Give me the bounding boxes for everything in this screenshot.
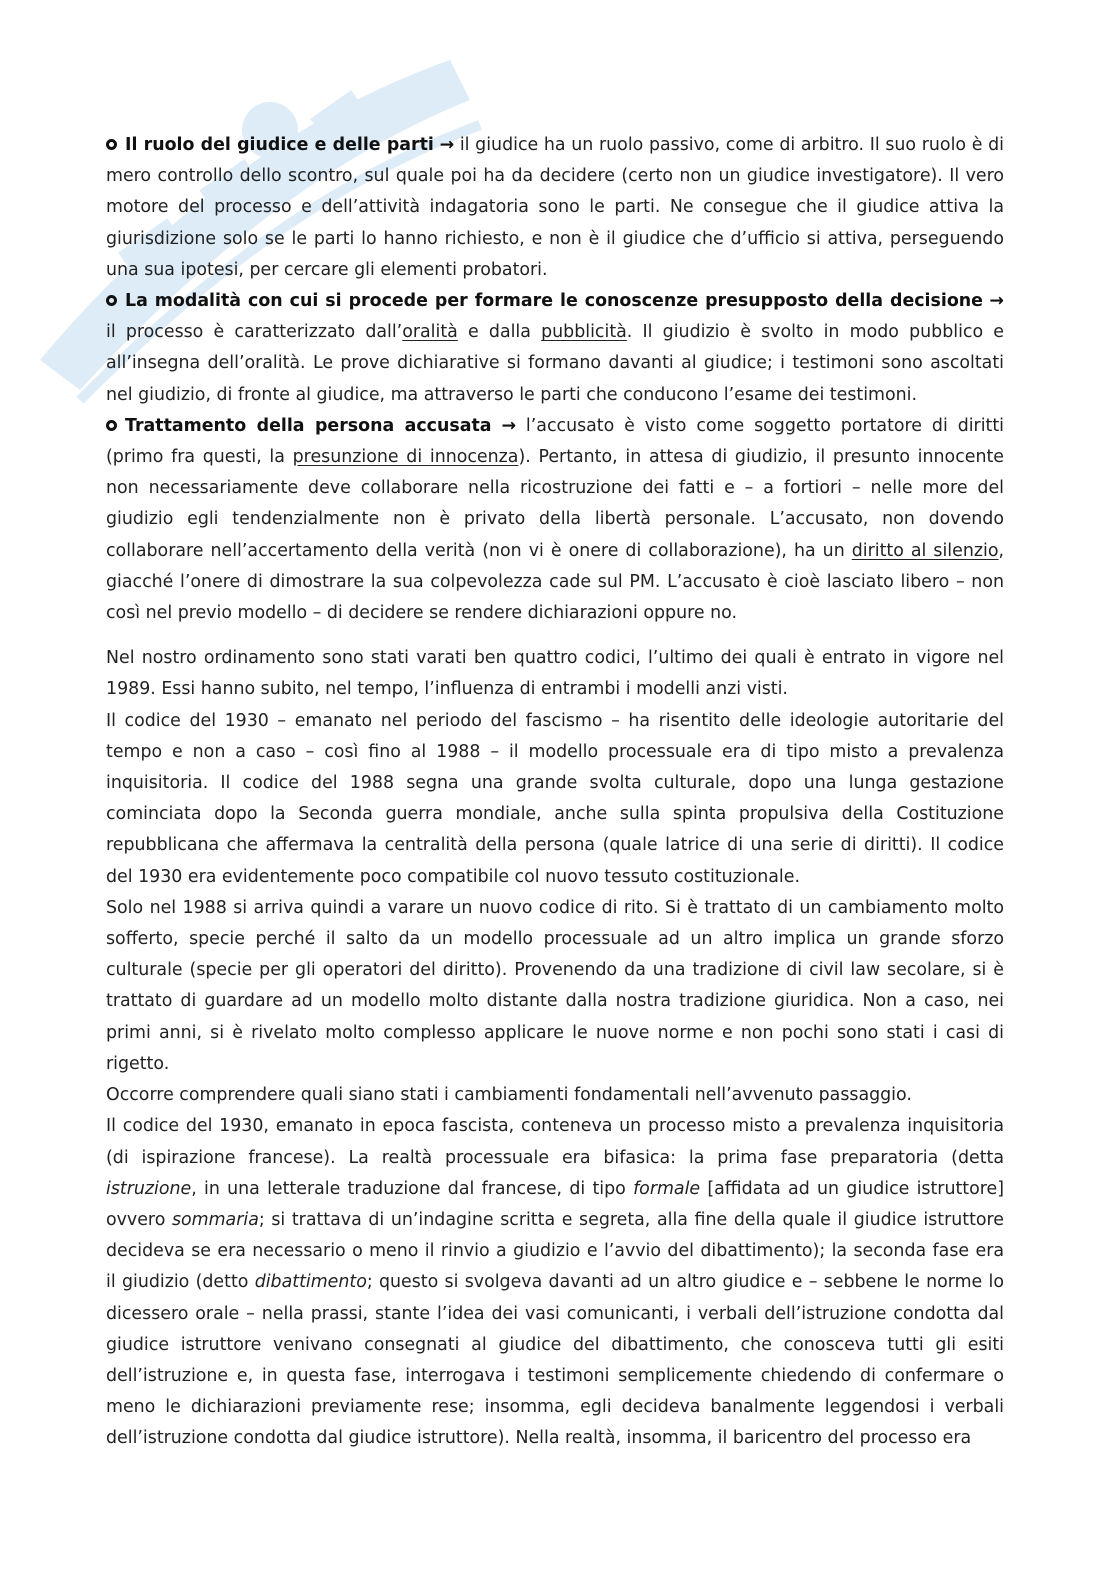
paragraph-processo-misto bbox=[106, 1111, 1004, 1454]
bullet-text-part: il processo è caratterizzato dall’ bbox=[106, 322, 403, 343]
italic-term: dibattimento bbox=[254, 1272, 367, 1293]
paragraph-codici: Nel nostro ordinamento sono stati varati ben quattro codici, l’ultimo dei quali è entrato in vigore nel 1989. Essi hanno subito, nel tempo, l’influenza di entrambi i modelli anzi visti. bbox=[106, 648, 1004, 700]
bullet-item-ruolo-giudice bbox=[106, 130, 1004, 286]
italic-term: formale bbox=[633, 1178, 701, 1199]
text-part: ; questo si svolgeva davanti ad un altro giudice e – sebbene le norme lo dicessero orale – nella prassi, stante l’idea dei vasi comunicanti, i verbali dell’istruzione condotta dal giudice istruttore venivano consegnati al giudice del dibattimento, che conosceva tutti gli esiti dell’istruzione e, in questa fase, interrogava i testimoni semplicemente chiedendo di confermare o meno le dichiarazioni previamente rese; insomma, egli decideva banalmente leggendosi i verbali dell’istruzione condotta dal giudice istruttore). Nella realtà, insomma, il baricentro del processo era bbox=[106, 1272, 1004, 1449]
bullet-text: il giudice ha un ruolo passivo, come di arbitro. Il suo ruolo è di mero controllo dello scontro, sul quale poi ha da decidere (certo non un giudice investigatore). Il vero motore del processo e dell’attività indagatoria sono le parti. Ne consegue che il giudice attiva la giurisdizione solo se le parti lo hanno richiesto, e non è il giudice che d’ufficio si attiva, perseguendo una sua ipotesi, per cercare gli elementi probatori. bbox=[106, 135, 1004, 280]
bullet-title: Il ruolo del giudice e delle parti bbox=[125, 135, 434, 155]
text-part: ; si trattava di un’indagine scritta e segreta, alla fine della quale il giudice istruttore decideva se era necessario o meno il rinvio a giudizio e l’avvio del dibattimento); la seconda fase era il giudizio (detto bbox=[106, 1209, 1004, 1293]
text-part: [affidata ad un giudice istruttore] ovvero bbox=[106, 1178, 1004, 1230]
italic-term: istruzione bbox=[106, 1178, 192, 1199]
underlined-term: pubblicità bbox=[541, 322, 627, 343]
bullet-text-part: ). Pertanto, in attesa di giudizio, il presunto innocente non necessariamente deve collaborare nella ricostruzione dei fatti e – a fortiori – nelle more del giudizio egli tendenzialmente non è privato della libertà personale. L’accusato, non dovendo collaborare nell’accertamento della verità (non vi è onere di collaborazione), ha un bbox=[106, 447, 1004, 561]
underlined-term: oralità bbox=[402, 322, 458, 343]
bullet-circle-icon bbox=[106, 420, 117, 431]
bullet-text-part: , giacché l’onere di dimostrare la sua colpevolezza cade sul PM. L’accusato è cioè lasciato libero – non così nel previo modello – di decidere se rendere dichiarazioni oppure no. bbox=[106, 540, 1004, 624]
bullet-item-modalita bbox=[106, 286, 1004, 411]
bullet-text-part: . Il giudizio è svolto in modo pubblico e all’insegna dell’oralità. Le prove dichiarative si formano davanti al giudice; i testimoni sono ascoltati nel giudizio, di fronte al giudice, ma attraverso le parti che conducono l’esame dei testimoni. bbox=[106, 322, 1005, 405]
text-part: Il codice del 1930, emanato in epoca fascista, conteneva un processo misto a prevalenza inquisitoria (di ispirazione francese). La realtà processuale era bifasica: la prima fase preparatoria (detta bbox=[106, 1116, 1004, 1168]
paragraph-cambiamenti: Occorre comprendere quali siano stati i cambiamenti fondamentali nell’avvenuto passaggio. bbox=[106, 1085, 912, 1106]
paragraph-gap bbox=[106, 629, 1004, 643]
bullet-circle-icon bbox=[106, 295, 117, 306]
right-arrow-icon: → bbox=[439, 135, 455, 155]
underlined-term: presunzione di innocenza bbox=[292, 447, 519, 468]
bullet-text-part: l’accusato è visto come soggetto portatore di diritti (primo fra questi, la bbox=[106, 415, 1005, 468]
bullet-circle-icon bbox=[106, 139, 117, 150]
right-arrow-icon: → bbox=[989, 291, 1004, 312]
document-body bbox=[106, 130, 1004, 1455]
right-arrow-icon: → bbox=[501, 415, 517, 436]
bullet-item-trattamento bbox=[106, 411, 1004, 629]
italic-term: sommaria bbox=[171, 1209, 259, 1230]
bullet-title: Trattamento della persona accusata bbox=[125, 415, 492, 436]
underlined-term: diritto al silenzio bbox=[851, 540, 999, 561]
bullet-text-part: e dalla bbox=[457, 322, 542, 343]
bullet-title: La modalità con cui si procede per formare le conoscenze presupposto della decisione bbox=[125, 291, 983, 312]
paragraph-codice-1988: Solo nel 1988 si arriva quindi a varare un nuovo codice di rito. Si è trattato di un cambiamento molto sofferto, specie perché il salto da un modello processuale ad un altro implica un grande sforzo culturale (specie per gli operatori del diritto). Provenendo da una tradizione di civil law secolare, si è trattato di guardare ad un modello molto distante dalla nostra tradizione giuridica. Non a caso, nei primi anni, si è rivelato molto complesso applicare le nuove norme e non pochi sono stati i casi di rigetto. bbox=[106, 897, 1004, 1074]
text-part: , in una letterale traduzione dal francese, di tipo bbox=[191, 1178, 634, 1199]
paragraph-codice-1930: Il codice del 1930 – emanato nel periodo del fascismo – ha risentito delle ideologie autoritarie del tempo e non a caso – così fino al 1988 – il modello processuale era di tipo misto a prevalenza inquisitoria. Il codice del 1988 segna una grande svolta culturale, dopo una lunga gestazione cominciata dopo la Seconda guerra mondiale, anche sulla spinta propulsiva della Costituzione repubblicana che affermava la centralità della persona (quale latrice di una serie di diritti). Il codice del 1930 era evidentemente poco compatibile col nuovo tessuto costituzionale. bbox=[106, 710, 1004, 887]
